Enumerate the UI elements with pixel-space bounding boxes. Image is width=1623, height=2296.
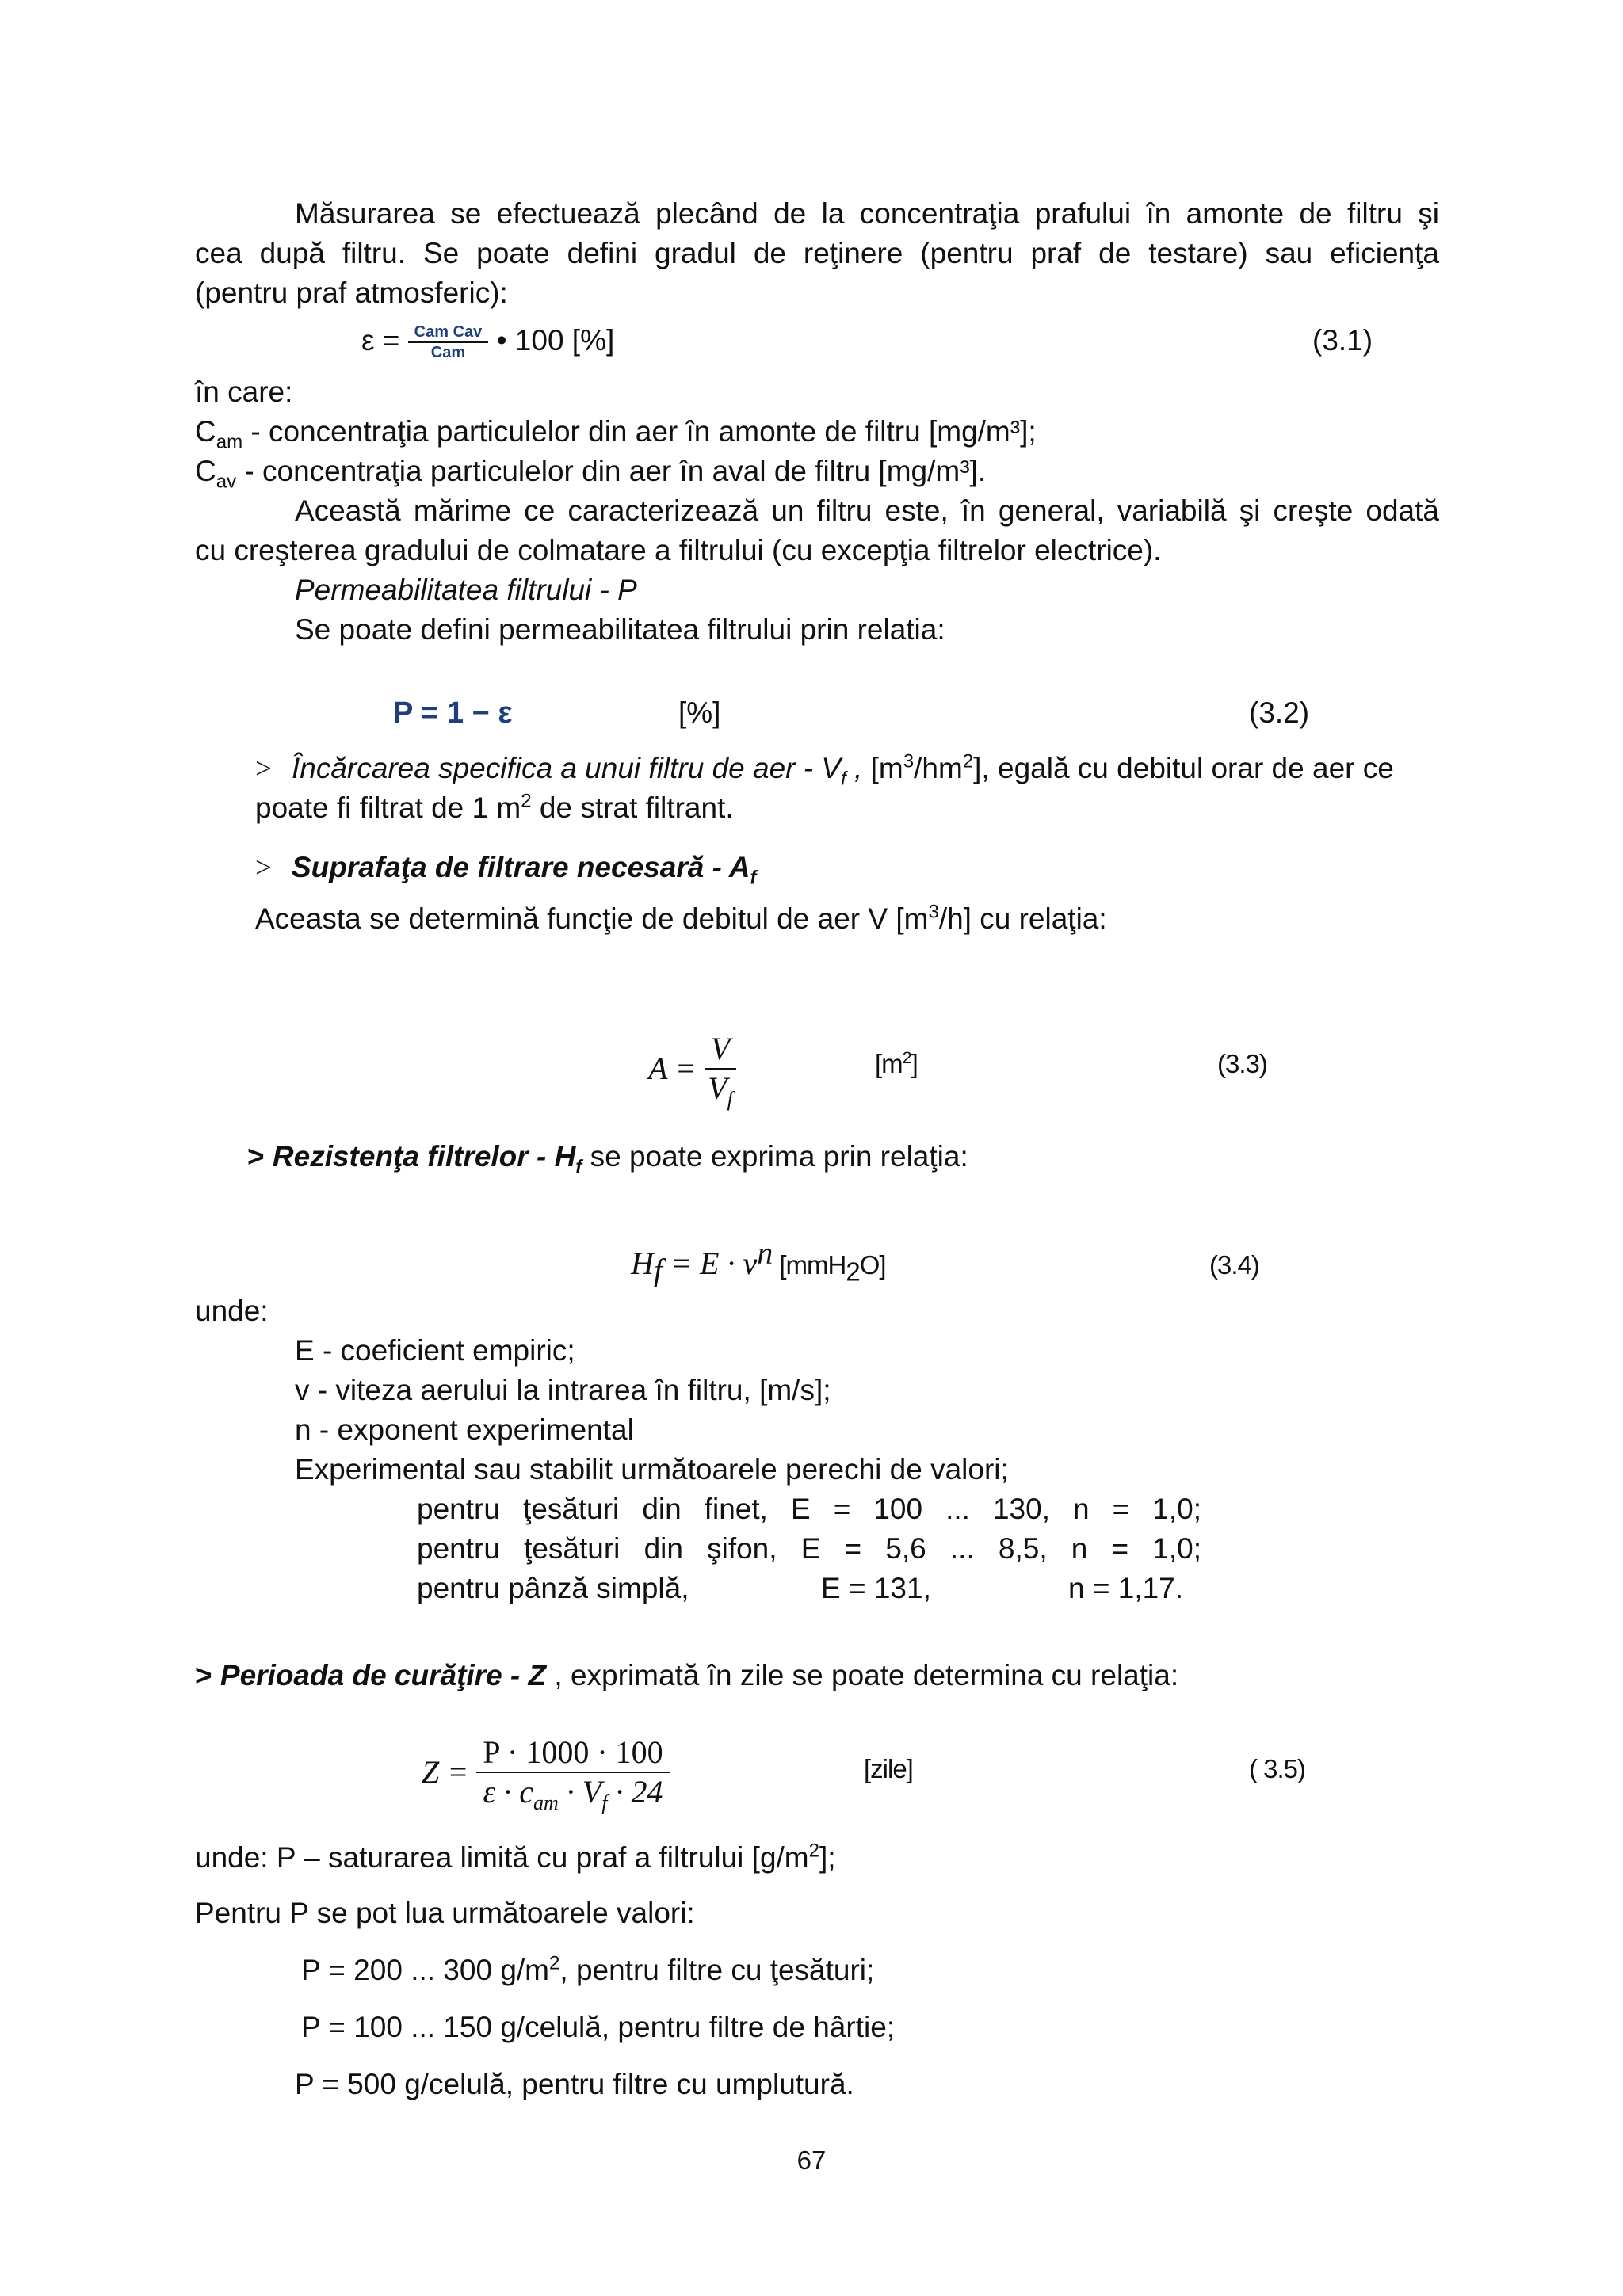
eq35-fraction — [476, 1733, 669, 1814]
p-value-filling: P = 500 g/celulă, pentru filtre cu umplutură. — [295, 2068, 854, 2100]
specific-load-unit-1: [m — [862, 752, 903, 784]
eq35-den-a: ε · c — [483, 1774, 533, 1810]
eq31-rhs: • 100 [%] — [496, 324, 615, 357]
specific-load-sup-1: 3 — [903, 750, 915, 772]
permeability-text: Se poate defini permeabilitatea filtrului prin relatia: — [295, 613, 945, 646]
equation-3-3-unit — [875, 1044, 918, 1084]
where-3-line-1 — [195, 1838, 836, 1878]
eq31-denominator: Cam — [430, 344, 466, 362]
resistance-arrow: > — [247, 1140, 273, 1173]
where-2-item-3: n - exponent experimental — [295, 1413, 634, 1446]
eq35-numerator: P · 1000 · 100 — [476, 1733, 669, 1773]
saturation-text-a: unde: P – saturarea limită cu praf a filtrului [g/m — [195, 1841, 809, 1874]
eq35-den-b: · V — [558, 1774, 602, 1810]
equation-3-1 — [361, 321, 614, 362]
resistance-label: Rezistenţa filtrelor - H — [272, 1140, 576, 1173]
equation-3-2-number: (3.2) — [1249, 696, 1310, 729]
eq35-denominator — [476, 1773, 669, 1814]
eq33-fraction — [705, 1030, 736, 1111]
equation-3-1-number: (3.1) — [1312, 324, 1373, 357]
arrow-icon: > — [255, 753, 272, 785]
values-row-panza-label: pentru pânză simplă, — [417, 1572, 689, 1604]
where-3-line-2: Pentru P se pot lua următoarele valori: — [195, 1897, 695, 1929]
cam-subscript: am — [216, 431, 243, 453]
values-row-panza-e: E = 131, — [821, 1572, 931, 1604]
equation-3-5-unit: [zile] — [864, 1754, 913, 1783]
p-value-paper: P = 100 ... 150 g/celulă, pentru filtre de hârtie; — [301, 2011, 896, 2043]
eq33-unit-sup: 2 — [902, 1048, 911, 1067]
eq33-lhs: A = — [648, 1051, 697, 1086]
p-value-fabric-b: , pentru filtre cu ţesături; — [559, 1954, 875, 1986]
specific-load-sup-2: 2 — [962, 750, 974, 772]
equation-3-5-number: ( 3.5) — [1249, 1754, 1306, 1783]
paragraph-1-line-2: cea după filtru. Se poate defini gradul de reţinere (pentru praf de testare) sau eficienţa — [195, 237, 1439, 269]
eq31-lhs: ε = — [361, 324, 400, 357]
filtering-area-text-b: /h] cu relaţia: — [938, 902, 1107, 935]
values-row-sifon: pentru ţesături din şifon, E = 5,6 ... 8,5, n = 1,0; — [417, 1532, 1201, 1565]
resistance-text: se poate exprima prin relaţia: — [582, 1140, 968, 1173]
eq34-expression: = E · v — [663, 1245, 758, 1281]
specific-load-subscript: f — [841, 768, 846, 790]
p-value-fabric-a: P = 200 ... 300 g/m — [301, 1954, 550, 1986]
where-1-cav — [195, 452, 986, 491]
eq33-denominator-symbol: V — [708, 1070, 727, 1106]
specific-load-line-2-sup: 2 — [521, 790, 532, 812]
where-2-item-4: Experimental sau stabilit următoarele perechi de valori; — [295, 1453, 1009, 1486]
eq34-unit-a: [mmH — [773, 1250, 846, 1280]
permeability-heading: Permeabilitatea filtrului - P — [295, 574, 637, 606]
filtering-area-subscript: f — [750, 867, 757, 889]
equation-3-4 — [631, 1234, 886, 1288]
paragraph-2-line-2: cu creşterea gradului de colmatare a filtrului (cu excepţia filtrelor electrice). — [195, 534, 1162, 566]
resistance-subscript: f — [575, 1156, 582, 1178]
filtering-area-text — [255, 899, 1107, 939]
cam-description: - concentraţia particulelor din aer în amonte de filtru [mg/m³]; — [242, 415, 1037, 448]
eq34-unit-sub: 2 — [846, 1257, 860, 1287]
specific-load-label: Încărcarea specifica a unui filtru de aer - V — [292, 752, 842, 784]
cav-description: - concentraţia particulelor din aer în aval de filtru [mg/m³]. — [236, 455, 987, 487]
where-2-intro: unde: — [195, 1295, 269, 1327]
saturation-sup: 2 — [808, 1840, 820, 1862]
eq35-lhs: Z = — [422, 1754, 469, 1790]
specific-load-comma: , — [846, 752, 863, 784]
eq34-unit-b: O] — [859, 1250, 886, 1280]
bullet-specific-load-line-2 — [255, 788, 734, 828]
specific-load-unit-2: /hm — [914, 752, 963, 784]
equation-3-3 — [648, 1030, 736, 1111]
eq33-denominator-subscript: f — [727, 1088, 733, 1111]
eq33-denominator — [705, 1070, 736, 1111]
values-row-finet: pentru ţesături din finet, E = 100 ... 130, n = 1,0; — [417, 1493, 1201, 1525]
equation-3-2-unit: [%] — [678, 696, 721, 729]
equation-3-5 — [422, 1733, 670, 1814]
bullet-specific-load-line-1 — [255, 749, 1394, 789]
specific-load-description: ], egală cu debitul orar de aer ce — [973, 752, 1394, 784]
page-number: 67 — [796, 2145, 827, 2175]
paragraph-1-line-1: Măsurarea se efectuează plecând de la concentraţia prafului în amonte de filtru şi — [295, 197, 1439, 230]
bullet-resistance — [247, 1137, 968, 1177]
eq31-numerator: Cam Cav — [408, 322, 489, 343]
eq33-unit-a: [m — [875, 1049, 903, 1078]
p-value-fabric — [301, 1951, 874, 1990]
filtering-area-sup: 3 — [928, 901, 939, 923]
eq31-fraction — [408, 322, 489, 362]
where-2-item-2: v - viteza aerului la intrarea în filtru, [m/s]; — [295, 1374, 831, 1406]
p-value-fabric-sup: 2 — [549, 1952, 560, 1974]
arrow-icon: > — [255, 852, 272, 884]
bullet-cleaning-period — [195, 1656, 1178, 1695]
filtering-area-label: Suprafaţa de filtrare necesară - A — [292, 851, 750, 883]
period-text: , exprimată în zile se poate determina cu relaţia: — [546, 1659, 1179, 1691]
where-1-cam — [195, 412, 1037, 452]
cav-symbol: C — [195, 455, 216, 487]
filtering-area-text-a: Aceasta se determină funcţie de debitul de aer V [m — [255, 902, 929, 935]
equation-3-3-number: (3.3) — [1217, 1049, 1267, 1078]
eq33-unit-b: ] — [911, 1049, 918, 1078]
period-arrow: > — [195, 1659, 220, 1691]
values-row-panza-n: n = 1,17. — [1068, 1572, 1184, 1604]
eq34-h: H — [631, 1245, 654, 1281]
cav-subscript: av — [216, 471, 237, 493]
eq35-den-sub-1: am — [533, 1791, 559, 1814]
eq35-den-sub-2: f — [601, 1791, 608, 1814]
equation-3-2-expression: P = 1 − ε — [393, 696, 513, 730]
period-label: Perioada de curăţire - Z — [220, 1659, 547, 1691]
cam-symbol: C — [195, 415, 216, 448]
specific-load-line-2b: de strat filtrant. — [531, 791, 734, 824]
where-2-item-1: E - coeficient empiric; — [295, 1334, 575, 1367]
where-1-intro: în care: — [195, 376, 293, 408]
eq35-den-c: · 24 — [607, 1774, 663, 1810]
paragraph-1-line-3: (pentru praf atmosferic): — [195, 277, 508, 309]
eq33-numerator: V — [705, 1030, 736, 1070]
bullet-filtering-area — [255, 848, 757, 888]
specific-load-line-2a: poate fi filtrat de 1 m — [255, 791, 521, 824]
paragraph-2-line-1: Această mărime ce caracterizează un filtru este, în general, variabilă şi creşte odată — [295, 494, 1439, 527]
eq34-h-subscript: f — [653, 1252, 663, 1288]
saturation-text-b: ]; — [819, 1841, 836, 1874]
equation-3-4-number: (3.4) — [1209, 1250, 1259, 1280]
eq34-exponent: n — [757, 1234, 773, 1271]
